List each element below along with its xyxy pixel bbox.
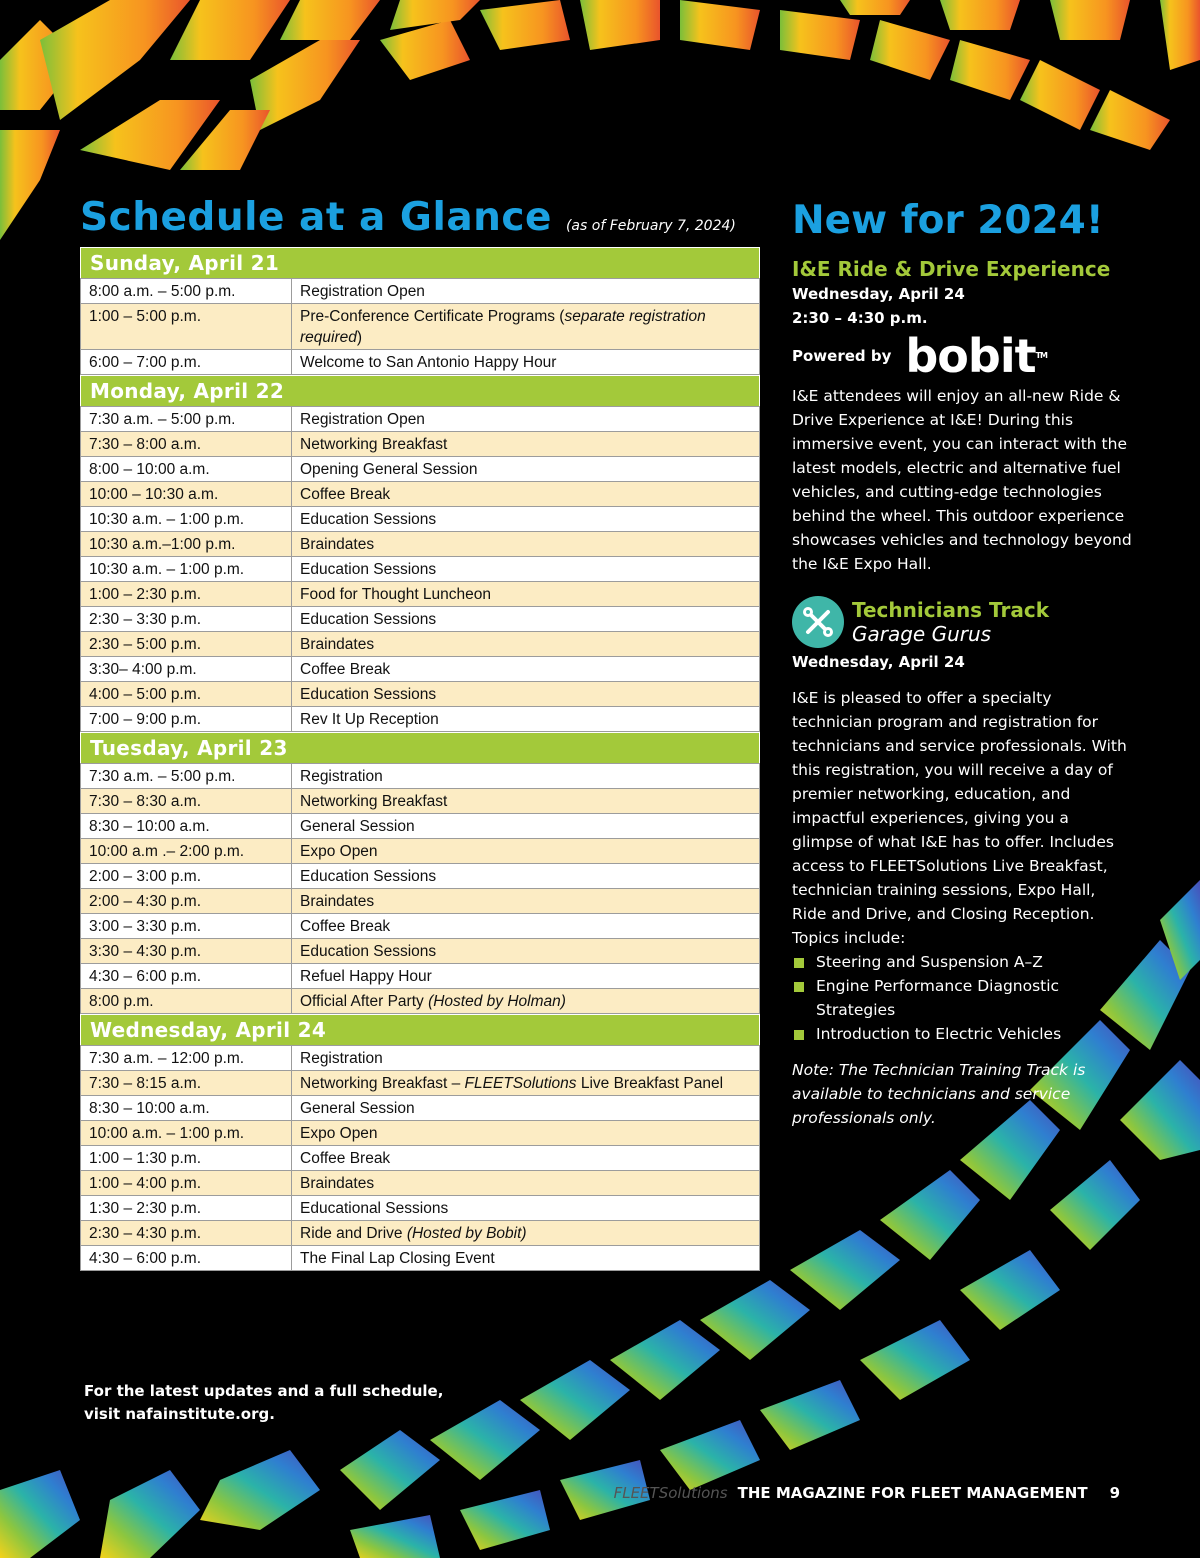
schedule-table <box>80 278 760 375</box>
table-row <box>81 1071 760 1096</box>
time-cell: 8:30 – 10:00 a.m. <box>81 814 292 839</box>
time-cell: 2:00 – 3:00 p.m. <box>81 864 292 889</box>
ride-drive-date: Wednesday, April 24 <box>792 285 965 303</box>
event-text: Registration Open <box>300 283 425 300</box>
bobit-logo-text: bobit <box>905 329 1036 383</box>
event-text: General Session <box>300 1100 415 1117</box>
table-row <box>81 1171 760 1196</box>
topic-item: Introduction to Electric Vehicles <box>792 1022 1132 1046</box>
event-text: Coffee Break <box>300 918 391 935</box>
technicians-track-title: Technicians Track <box>852 598 1050 622</box>
event-text: Pre-Conference Certificate Programs ( <box>300 308 565 325</box>
event-cell <box>292 632 760 657</box>
event-text: Education Sessions <box>300 686 437 703</box>
event-cell <box>292 1246 760 1271</box>
event-cell <box>292 914 760 939</box>
event-text: Welcome to San Antonio Happy Hour <box>300 354 557 371</box>
wrench-cross-icon <box>792 596 844 648</box>
time-cell: 7:30 a.m. – 5:00 p.m. <box>81 407 292 432</box>
event-text: Education Sessions <box>300 868 437 885</box>
event-text: Networking Breakfast <box>300 793 448 810</box>
topics-list <box>792 950 1132 1046</box>
schedule-as-of: (as of February 7, 2024) <box>565 218 736 234</box>
topic-item: Engine Performance Diagnostic Strategies <box>792 974 1132 1022</box>
event-text: Braindates <box>300 536 375 553</box>
time-cell: 8:30 – 10:00 a.m. <box>81 1096 292 1121</box>
schedule-title: Schedule at a Glance <box>80 195 552 240</box>
table-row <box>81 1196 760 1221</box>
table-row <box>81 657 760 682</box>
day-header: Tuesday, April 23 <box>80 732 760 763</box>
event-italic-text: FLEETSolutions <box>464 1075 577 1092</box>
event-italic-text: separate registration required <box>300 308 706 346</box>
time-cell: 1:00 – 5:00 p.m. <box>81 304 292 350</box>
time-cell: 1:30 – 2:30 p.m. <box>81 1196 292 1221</box>
technicians-note: Note: The Technician Training Track is available to technicians and service professionals only. <box>792 1061 1086 1127</box>
event-cell <box>292 1221 760 1246</box>
technicians-track-header <box>792 596 1132 648</box>
event-cell <box>292 1071 760 1096</box>
ride-drive-description: I&E attendees will enjoy an all-new Ride & Drive Experience at I&E! During this immersive event, you can interact with the latest models, electric and alternative fuel vehicles, and cutting-edge technologies behind the wheel. This outdoor experience showcases vehicles and technology beyond the I&E Expo Hall. <box>792 387 1132 573</box>
event-text: Registration <box>300 768 383 785</box>
technicians-track-description: I&E is pleased to offer a specialty technician program and registration for technicians and service professionals. With this registration, you will receive a day of premier networking, education, and impactful experiences, giving you a glimpse of what I&E has to offer. Includes access to FLEETSolutions Live Breakfast, technician training sessions, Expo Hall, Ride and Drive, and Closing Reception. Topics include: <box>792 689 1127 947</box>
event-cell <box>292 657 760 682</box>
time-cell: 10:00 a.m .– 2:00 p.m. <box>81 839 292 864</box>
schedule-days <box>80 247 760 1271</box>
table-row <box>81 304 760 350</box>
table-row <box>81 964 760 989</box>
event-cell <box>292 682 760 707</box>
time-cell: 7:30 a.m. – 5:00 p.m. <box>81 764 292 789</box>
time-cell: 3:00 – 3:30 p.m. <box>81 914 292 939</box>
time-cell: 7:00 – 9:00 p.m. <box>81 707 292 732</box>
time-cell: 1:00 – 2:30 p.m. <box>81 582 292 607</box>
table-row <box>81 1246 760 1271</box>
table-row <box>81 1096 760 1121</box>
event-text: Education Sessions <box>300 511 437 528</box>
event-cell <box>292 407 760 432</box>
time-cell: 8:00 a.m. – 5:00 p.m. <box>81 279 292 304</box>
time-cell: 2:30 – 5:00 p.m. <box>81 632 292 657</box>
time-cell: 4:30 – 6:00 p.m. <box>81 1246 292 1271</box>
day-block <box>80 247 760 375</box>
schedule-section <box>80 195 760 1271</box>
table-row <box>81 279 760 304</box>
event-text: General Session <box>300 818 415 835</box>
event-cell <box>292 507 760 532</box>
event-text: Education Sessions <box>300 561 437 578</box>
time-cell: 2:30 – 4:30 p.m. <box>81 1221 292 1246</box>
event-cell <box>292 889 760 914</box>
event-text: Networking Breakfast <box>300 436 448 453</box>
time-cell: 10:30 a.m. – 1:00 p.m. <box>81 507 292 532</box>
time-cell: 7:30 a.m. – 12:00 p.m. <box>81 1046 292 1071</box>
event-text: Coffee Break <box>300 486 391 503</box>
ride-drive-title: I&E Ride & Drive Experience <box>792 257 1111 281</box>
page-footer <box>614 1484 1120 1502</box>
table-row <box>81 914 760 939</box>
ride-drive-time: 2:30 – 4:30 p.m. <box>792 309 928 327</box>
table-row <box>81 432 760 457</box>
event-after-text: ) <box>356 329 363 346</box>
table-row <box>81 507 760 532</box>
schedule-table <box>80 763 760 1014</box>
table-row <box>81 1046 760 1071</box>
event-cell <box>292 557 760 582</box>
new-for-2024-title: New for 2024! <box>792 198 1104 243</box>
time-cell: 2:00 – 4:30 p.m. <box>81 889 292 914</box>
event-text: Coffee Break <box>300 1150 391 1167</box>
event-cell <box>292 864 760 889</box>
time-cell: 4:30 – 6:00 p.m. <box>81 964 292 989</box>
topic-item: Steering and Suspension A–Z <box>792 950 1132 974</box>
footer-brand: FLEETSolutions <box>613 1484 728 1502</box>
table-row <box>81 1121 760 1146</box>
event-cell <box>292 1046 760 1071</box>
schedule-table <box>80 1045 760 1271</box>
event-cell <box>292 279 760 304</box>
event-cell <box>292 304 760 350</box>
event-text: Refuel Happy Hour <box>300 968 432 985</box>
time-cell: 7:30 – 8:30 a.m. <box>81 789 292 814</box>
event-cell <box>292 989 760 1014</box>
event-cell <box>292 532 760 557</box>
time-cell: 10:30 a.m. – 1:00 p.m. <box>81 557 292 582</box>
event-cell <box>292 1096 760 1121</box>
table-row <box>81 839 760 864</box>
event-cell <box>292 607 760 632</box>
event-cell <box>292 457 760 482</box>
time-cell: 1:00 – 1:30 p.m. <box>81 1146 292 1171</box>
powered-by-row <box>792 329 1132 383</box>
event-text: Braindates <box>300 893 375 910</box>
table-row <box>81 1221 760 1246</box>
table-row <box>81 989 760 1014</box>
table-row <box>81 707 760 732</box>
event-cell <box>292 764 760 789</box>
time-cell: 8:00 p.m. <box>81 989 292 1014</box>
event-text: Rev It Up Reception <box>300 711 439 728</box>
time-cell: 2:30 – 3:30 p.m. <box>81 607 292 632</box>
time-cell: 3:30 – 4:30 p.m. <box>81 939 292 964</box>
event-text: Education Sessions <box>300 611 437 628</box>
time-cell: 1:00 – 4:00 p.m. <box>81 1171 292 1196</box>
new-for-2024-section <box>792 195 1132 1130</box>
table-row <box>81 557 760 582</box>
table-row <box>81 632 760 657</box>
event-cell <box>292 582 760 607</box>
time-cell: 10:00 a.m. – 1:00 p.m. <box>81 1121 292 1146</box>
schedule-table <box>80 406 760 732</box>
table-row <box>81 607 760 632</box>
event-cell <box>292 814 760 839</box>
technicians-track-date: Wednesday, April 24 <box>792 653 965 671</box>
event-text: Food for Thought Luncheon <box>300 586 492 603</box>
day-header: Sunday, April 21 <box>80 247 760 278</box>
event-text: Coffee Break <box>300 661 391 678</box>
schedule-footer-note <box>84 1380 484 1426</box>
event-text: Education Sessions <box>300 943 437 960</box>
time-cell: 8:00 – 10:00 a.m. <box>81 457 292 482</box>
event-italic-text: (Hosted by Bobit) <box>406 1225 527 1242</box>
time-cell: 3:30– 4:00 p.m. <box>81 657 292 682</box>
time-cell: 6:00 – 7:00 p.m. <box>81 350 292 375</box>
bobit-logo-tm: TM <box>1035 351 1048 360</box>
table-row <box>81 814 760 839</box>
event-cell <box>292 839 760 864</box>
table-row <box>81 457 760 482</box>
time-cell: 7:30 – 8:00 a.m. <box>81 432 292 457</box>
event-text: Networking Breakfast – <box>300 1075 465 1092</box>
event-cell <box>292 707 760 732</box>
event-cell <box>292 432 760 457</box>
table-row <box>81 682 760 707</box>
footer-magazine: THE MAGAZINE FOR FLEET MANAGEMENT <box>737 1484 1088 1502</box>
event-text: Official After Party <box>300 993 429 1010</box>
table-row <box>81 864 760 889</box>
time-cell: 10:00 – 10:30 a.m. <box>81 482 292 507</box>
event-cell <box>292 789 760 814</box>
table-row <box>81 789 760 814</box>
footer-note-line-1: For the latest updates and a full schedule, <box>84 1382 444 1400</box>
day-block <box>80 1014 760 1271</box>
table-row <box>81 889 760 914</box>
time-cell: 10:30 a.m.–1:00 p.m. <box>81 532 292 557</box>
technicians-track-subtitle: Garage Gurus <box>852 622 992 646</box>
event-text: Expo Open <box>300 1125 378 1142</box>
event-text: Registration Open <box>300 411 425 428</box>
day-header: Wednesday, April 24 <box>80 1014 760 1045</box>
powered-by-label: Powered by <box>792 347 892 365</box>
event-text: Braindates <box>300 636 375 653</box>
event-cell <box>292 1171 760 1196</box>
schedule-title-row <box>80 195 760 247</box>
event-text: Expo Open <box>300 843 378 860</box>
time-cell: 4:00 – 5:00 p.m. <box>81 682 292 707</box>
table-row <box>81 582 760 607</box>
table-row <box>81 764 760 789</box>
event-text: Opening General Session <box>300 461 478 478</box>
event-text: The Final Lap Closing Event <box>300 1250 495 1267</box>
table-row <box>81 482 760 507</box>
event-cell <box>292 350 760 375</box>
table-row <box>81 939 760 964</box>
table-row <box>81 532 760 557</box>
bobit-logo <box>905 329 1048 383</box>
event-cell <box>292 1196 760 1221</box>
event-cell <box>292 939 760 964</box>
event-cell <box>292 964 760 989</box>
day-header: Monday, April 22 <box>80 375 760 406</box>
event-italic-text: (Hosted by Holman) <box>428 993 566 1010</box>
event-text: Educational Sessions <box>300 1200 449 1217</box>
table-row <box>81 407 760 432</box>
day-block <box>80 375 760 732</box>
table-row <box>81 1146 760 1171</box>
day-block <box>80 732 760 1014</box>
event-text: Braindates <box>300 1175 375 1192</box>
event-text: Ride and Drive <box>300 1225 407 1242</box>
page-number: 9 <box>1109 1484 1120 1502</box>
event-after-text: Live Breakfast Panel <box>576 1075 724 1092</box>
event-cell <box>292 482 760 507</box>
event-cell <box>292 1121 760 1146</box>
footer-note-line-2: visit nafainstitute.org. <box>84 1405 275 1423</box>
event-text: Registration <box>300 1050 383 1067</box>
time-cell: 7:30 – 8:15 a.m. <box>81 1071 292 1096</box>
table-row <box>81 350 760 375</box>
event-cell <box>292 1146 760 1171</box>
